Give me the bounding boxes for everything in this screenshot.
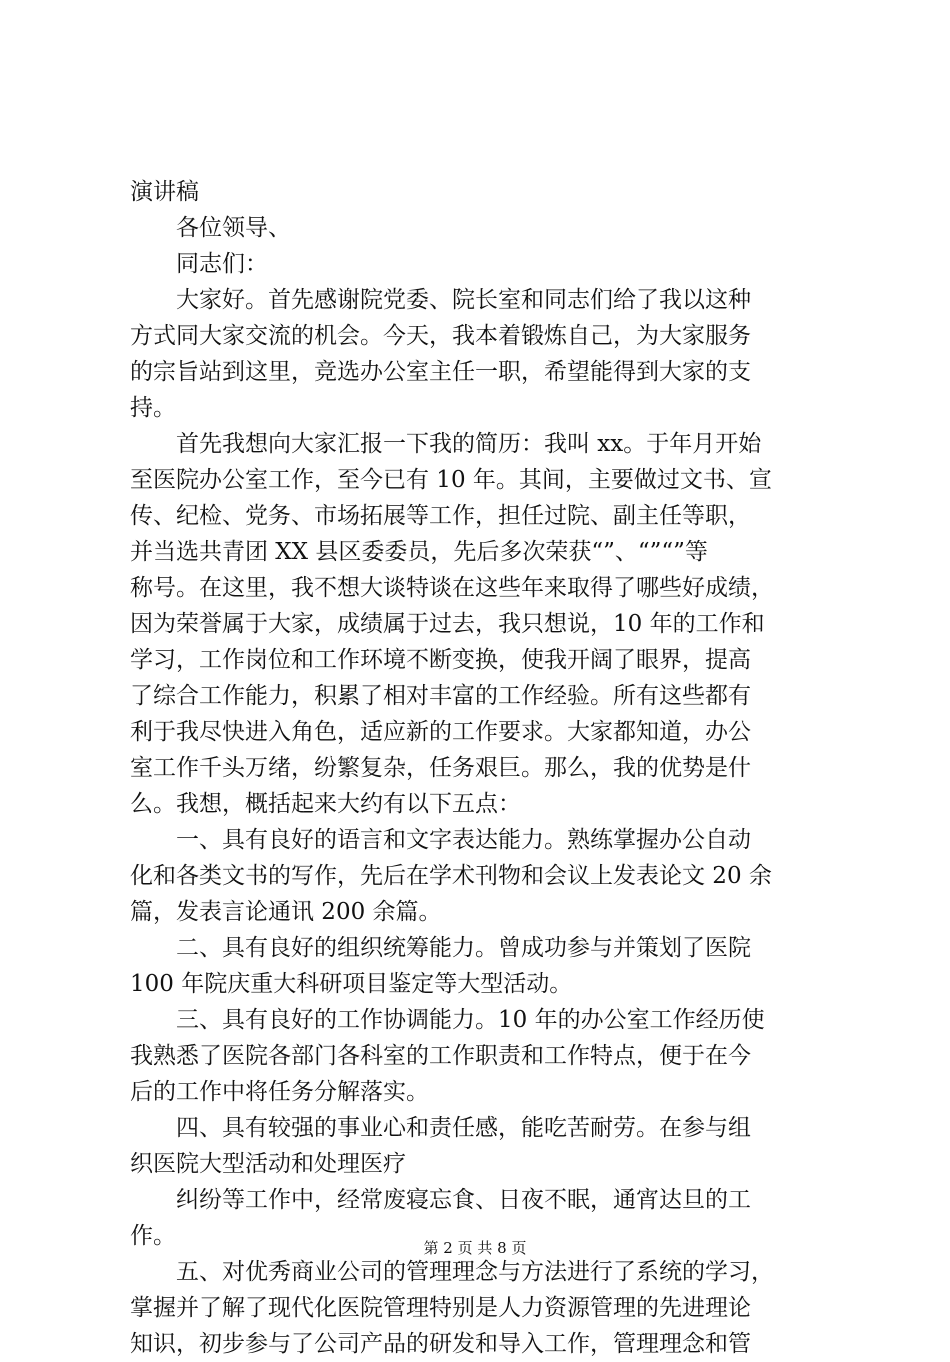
text-line: 纠纷等工作中，经常废寝忘食、日夜不眠，通宵达旦的工	[130, 1187, 751, 1213]
text-line: 么。我想，概括起来大约有以下五点：	[130, 791, 521, 817]
text-line: 至医院办公室工作，至今已有 10 年。其间，主要做过文书、宣	[130, 467, 772, 493]
text-line: 的宗旨站到这里，竞选办公室主任一职，希望能得到大家的支	[130, 359, 751, 385]
text-line: 并当选共青团 XX 县区委委员，先后多次荣获“”、“”“”等	[130, 539, 708, 565]
document-title: 演讲稿	[130, 179, 199, 205]
text-line: 四、具有较强的事业心和责任感，能吃苦耐劳。在参与组	[130, 1115, 751, 1141]
text-line: 后的工作中将任务分解落实。	[130, 1079, 429, 1105]
text-line: 首先我想向大家汇报一下我的简历：我叫 xx。于年月开始	[130, 431, 762, 457]
text-line: 我熟悉了医院各部门各科室的工作职责和工作特点，便于在今	[130, 1043, 751, 1069]
text-line: 100 年院庆重大科研项目鉴定等大型活动。	[130, 971, 573, 997]
text-line: 同志们：	[130, 251, 268, 277]
text-line: 五、对优秀商业公司的管理理念与方法进行了系统的学习，	[130, 1259, 774, 1285]
text-line: 室工作千头万绪，纷繁复杂，任务艰巨。那么，我的优势是什	[130, 755, 751, 781]
text-line: 方式同大家交流的机会。今天，我本着锻炼自己，为大家服务	[130, 323, 751, 349]
text-line: 一、具有良好的语言和文字表达能力。熟练掌握办公自动	[130, 827, 751, 853]
text-line: 称号。在这里，我不想大谈特谈在这些年来取得了哪些好成绩，	[130, 575, 774, 601]
text-line: 三、具有良好的工作协调能力。10 年的办公室工作经历使	[130, 1007, 765, 1033]
text-line: 二、具有良好的组织统筹能力。曾成功参与并策划了医院	[130, 935, 751, 961]
text-line: 掌握并了解了现代化医院管理特别是人力资源管理的先进理论	[130, 1295, 751, 1321]
text-line: 持。	[130, 395, 176, 421]
text-line: 知识，初步参与了公司产品的研发和导入工作，管理理念和管	[130, 1331, 751, 1357]
text-line: 利于我尽快进入角色，适应新的工作要求。大家都知道，办公	[130, 719, 751, 745]
text-line: 传、纪检、党务、市场拓展等工作，担任过院、副主任等职，	[130, 503, 751, 529]
text-line: 化和各类文书的写作，先后在学术刊物和会议上发表论文 20 余	[130, 863, 772, 889]
text-line: 大家好。首先感谢院党委、院长室和同志们给了我以这种	[130, 287, 751, 313]
speech-body	[130, 174, 830, 1362]
text-line: 因为荣誉属于大家，成绩属于过去，我只想说，10 年的工作和	[130, 611, 765, 637]
page-footer: 第 2 页 共 8 页	[423, 1239, 527, 1257]
text-line: 篇，发表言论通讯 200 余篇。	[130, 899, 442, 925]
text-line: 各位领导、	[130, 215, 291, 241]
text-line: 学习，工作岗位和工作环境不断变换，使我开阔了眼界，提高	[130, 647, 751, 673]
text-line: 作。	[130, 1223, 176, 1249]
text-line: 织医院大型活动和处理医疗	[130, 1151, 406, 1177]
text-line: 了综合工作能力，积累了相对丰富的工作经验。所有这些都有	[130, 683, 751, 709]
